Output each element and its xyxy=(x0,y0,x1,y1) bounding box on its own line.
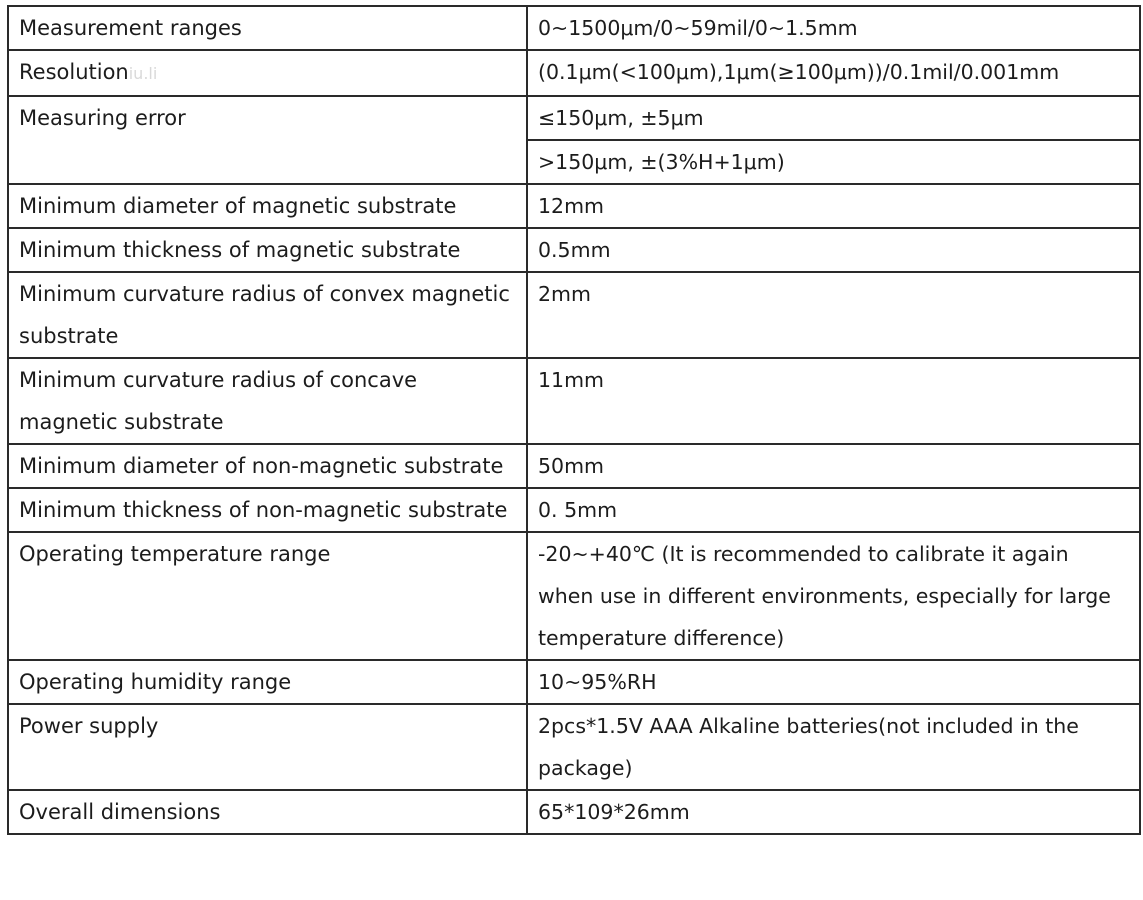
spec-label: Minimum diameter of non-magnetic substrate xyxy=(8,444,527,488)
spec-label: Minimum thickness of non-magnetic substrate xyxy=(8,488,527,532)
spec-label: Power supply xyxy=(8,704,527,790)
spec-value: 0.5mm xyxy=(527,228,1140,272)
spec-value: >150μm, ±(3%H+1μm) xyxy=(527,140,1140,184)
spec-value: 2mm xyxy=(527,272,1140,358)
spec-value: 50mm xyxy=(527,444,1140,488)
table-row xyxy=(8,96,1140,140)
spec-value: -20~+40℃ (It is recommended to calibrate it again when use in different environments, especially for large temperature difference) xyxy=(527,532,1140,660)
watermark: iu.li xyxy=(128,64,158,83)
spec-label: Minimum thickness of magnetic substrate xyxy=(8,228,527,272)
spec-value: 0. 5mm xyxy=(527,488,1140,532)
spec-value: 11mm xyxy=(527,358,1140,444)
spec-label: Measuring error xyxy=(8,96,527,184)
table-row xyxy=(8,488,1140,532)
spec-value: ≤150μm, ±5μm xyxy=(527,96,1140,140)
spec-value: 10~95%RH xyxy=(527,660,1140,704)
spec-label: Minimum curvature radius of convex magnetic substrate xyxy=(8,272,527,358)
table-row xyxy=(8,228,1140,272)
spec-label: Overall dimensions xyxy=(8,790,527,834)
table-row xyxy=(8,6,1140,50)
table-row xyxy=(8,660,1140,704)
spec-label: Operating humidity range xyxy=(8,660,527,704)
table-row xyxy=(8,704,1140,790)
spec-value: 2pcs*1.5V AAA Alkaline batteries(not included in the package) xyxy=(527,704,1140,790)
spec-label-cell xyxy=(8,50,527,96)
spec-value: 12mm xyxy=(527,184,1140,228)
spec-value: 0~1500μm/0~59mil/0~1.5mm xyxy=(527,6,1140,50)
spec-label: Minimum diameter of magnetic substrate xyxy=(8,184,527,228)
table-row xyxy=(8,790,1140,834)
spec-label: Operating temperature range xyxy=(8,532,527,660)
table-row xyxy=(8,532,1140,660)
table-row xyxy=(8,272,1140,358)
spec-label: Resolution xyxy=(19,60,129,84)
spec-label: Minimum curvature radius of concave magnetic substrate xyxy=(8,358,527,444)
table-row xyxy=(8,50,1140,96)
spec-table xyxy=(7,5,1141,835)
spec-value: (0.1μm(<100μm),1μm(≥100μm))/0.1mil/0.001mm xyxy=(527,50,1140,96)
spec-label: Measurement ranges xyxy=(8,6,527,50)
table-row xyxy=(8,444,1140,488)
table-row xyxy=(8,184,1140,228)
table-row xyxy=(8,358,1140,444)
spec-value: 65*109*26mm xyxy=(527,790,1140,834)
